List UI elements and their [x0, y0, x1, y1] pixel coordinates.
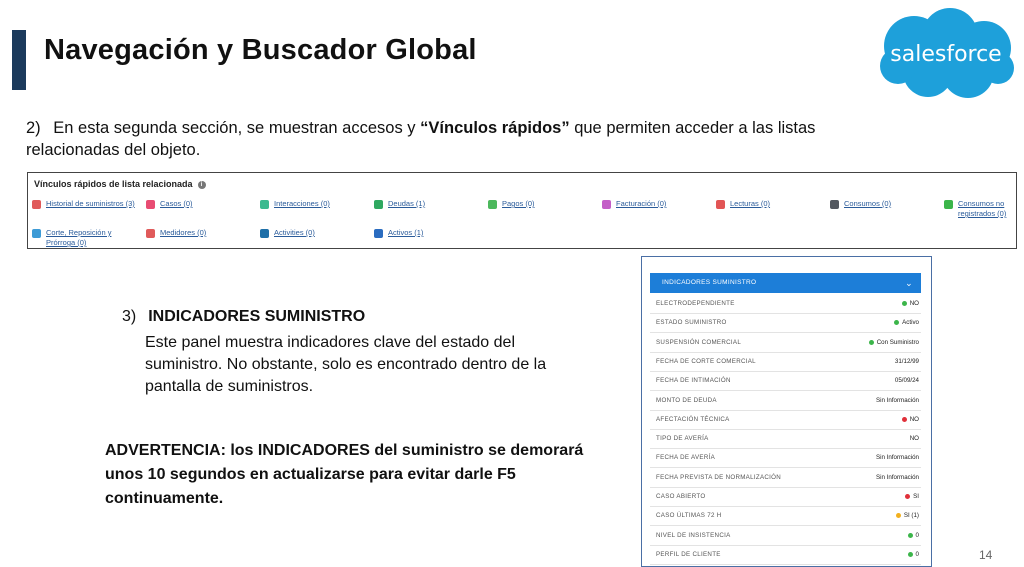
indicator-value — [876, 474, 919, 481]
warning-text: ADVERTENCIA: los INDICADORES del suministro se demorará unos 10 segundos en actualizarse para evitar darle F5 continuamente. — [105, 442, 584, 507]
interaction-icon — [260, 200, 269, 209]
asset-icon — [374, 229, 383, 238]
indicator-label: TIPO DE AVERÍA — [656, 435, 709, 443]
indicator-value-text: Sin Información — [876, 454, 919, 462]
indicator-value-text: Sin Información — [876, 473, 919, 481]
indicator-label: FECHA PREVISTA DE NORMALIZACIÓN — [656, 473, 782, 481]
status-dot-icon — [894, 320, 899, 325]
consumption-icon — [830, 200, 839, 209]
quick-link-pagos[interactable]: Pagos (0) — [488, 199, 598, 209]
indicator-row — [650, 430, 921, 449]
status-dot-icon — [908, 533, 913, 538]
section3-number: 3) — [122, 308, 137, 325]
indicator-value — [910, 435, 919, 442]
intro-bold: “Vínculos rápidos” — [420, 119, 570, 137]
status-dot-icon — [896, 513, 901, 518]
indicator-label: MONTO DE DEUDA — [656, 396, 717, 404]
indicator-value — [894, 319, 919, 326]
payment-icon — [488, 200, 497, 209]
indicator-value — [876, 397, 919, 404]
indicator-value-text: Con Suministro — [876, 338, 919, 346]
indicator-row — [650, 507, 921, 526]
list-icon — [32, 200, 41, 209]
indicator-row — [650, 449, 921, 468]
status-dot-icon — [902, 301, 907, 306]
status-dot-icon — [908, 552, 913, 557]
indicator-value-text: SI (1) — [903, 512, 919, 520]
unregistered-consumption-icon — [944, 200, 953, 209]
title-accent-bar — [12, 30, 26, 90]
indicator-row — [650, 372, 921, 391]
info-icon[interactable]: i — [198, 181, 206, 189]
indicator-label: SUSPENSIÓN COMERCIAL — [656, 338, 742, 346]
indicator-row — [650, 527, 921, 546]
indicator-value — [902, 416, 919, 423]
indicator-value — [896, 512, 919, 519]
indicator-row — [650, 546, 921, 565]
indicator-label: FECHA DE INTIMACIÓN — [656, 377, 731, 385]
indicator-value — [908, 551, 919, 558]
indicator-row — [650, 353, 921, 372]
case-icon — [146, 200, 155, 209]
indicator-row — [650, 295, 921, 314]
intro-text-after: que permiten acceder a las listas relacionadas del objeto. — [26, 119, 816, 159]
quick-link-deudas[interactable]: Deudas (1) — [374, 199, 484, 209]
indicator-label: CASO ABIERTO — [656, 493, 706, 500]
indicator-value-text: NO — [909, 435, 919, 443]
activity-icon — [260, 229, 269, 238]
indicator-value — [905, 493, 919, 500]
indicator-value-text: Sin Información — [876, 396, 919, 404]
indicators-header[interactable] — [650, 273, 921, 293]
indicator-row — [650, 488, 921, 507]
indicator-row — [650, 469, 921, 488]
indicator-row — [650, 392, 921, 411]
indicator-value-text: NO — [909, 300, 919, 307]
indicator-label: ELECTRODEPENDIENTE — [656, 300, 735, 307]
logo-text: salesforce — [890, 42, 1002, 67]
indicator-value-text: 31/12/99 — [894, 357, 919, 365]
indicator-label: AFECTACIÓN TÉCNICA — [656, 415, 730, 423]
indicator-value — [895, 377, 919, 384]
section3-heading-text: INDICADORES SUMINISTRO — [148, 308, 366, 325]
quick-link-facturacion[interactable]: Facturación (0) — [602, 199, 712, 209]
indicator-label: FECHA DE CORTE COMERCIAL — [656, 357, 756, 365]
quick-link-historial[interactable]: Historial de suministros (3) — [32, 199, 144, 209]
indicator-value-text: 0 — [915, 550, 919, 558]
indicator-label: FECHA DE AVERÍA — [656, 454, 716, 462]
indicator-label: ESTADO SUMINISTRO — [656, 319, 727, 327]
meter-icon — [146, 229, 155, 238]
quick-links-title — [34, 179, 206, 189]
indicator-value-text: SI — [913, 493, 919, 500]
indicators-panel — [641, 256, 932, 567]
intro-text-before: En esta segunda sección, se muestran accesos y — [53, 119, 416, 137]
quick-link-consumos[interactable]: Consumos (0) — [830, 199, 940, 209]
quick-link-interacciones[interactable]: Interacciones (0) — [260, 199, 370, 209]
quick-links-title-text: Vínculos rápidos de lista relacionada — [34, 179, 193, 189]
indicators-header-label: INDICADORES SUMINISTRO — [662, 279, 757, 286]
quick-link-consumos-no-registrados[interactable]: Consumos no registrados (0) — [944, 199, 1014, 219]
status-dot-icon — [902, 417, 907, 422]
indicator-label: PERFIL DE CLIENTE — [656, 550, 721, 558]
indicator-row — [650, 334, 921, 353]
cut-reconnection-icon — [32, 229, 41, 238]
indicator-value-text: NO — [909, 415, 919, 423]
intro-paragraph — [26, 117, 826, 161]
intro-number: 2) — [26, 119, 41, 137]
invoice-icon — [602, 200, 611, 209]
page-number: 14 — [979, 548, 993, 562]
reading-icon — [716, 200, 725, 209]
quick-link-lecturas[interactable]: Lecturas (0) — [716, 199, 826, 209]
slide-title: Navegación y Buscador Global — [44, 34, 477, 66]
status-dot-icon — [905, 494, 910, 499]
indicator-row — [650, 411, 921, 430]
indicator-label: CASO ÚLTIMAS 72 H — [656, 512, 722, 520]
quick-link-activos[interactable]: Activos (1) — [374, 228, 484, 238]
indicator-value — [895, 358, 919, 365]
debt-icon — [374, 200, 383, 209]
indicator-value — [876, 454, 919, 461]
indicator-value-text: 0 — [915, 531, 919, 539]
quick-link-medidores[interactable]: Medidores (0) — [146, 228, 256, 238]
quick-links-panel — [27, 172, 1017, 249]
indicator-row — [650, 314, 921, 333]
chevron-down-icon[interactable]: ⌄ — [905, 278, 913, 288]
section3-heading — [122, 308, 365, 326]
quick-link-activities[interactable]: Activities (0) — [260, 228, 370, 238]
indicator-value — [869, 339, 919, 346]
indicator-value-text: 05/09/24 — [894, 377, 919, 385]
quick-link-casos[interactable]: Casos (0) — [146, 199, 256, 209]
indicator-value-text: Activo — [902, 319, 919, 327]
indicator-value — [902, 300, 919, 307]
quick-link-corte[interactable]: Corte, Reposición y Prórroga (0) — [32, 228, 132, 248]
status-dot-icon — [869, 340, 874, 345]
section3-body: Este panel muestra indicadores clave del estado del suministro. No obstante, solo es encontrado dentro de la pantalla de suministros. — [145, 334, 547, 395]
indicator-value — [908, 532, 919, 539]
salesforce-logo — [876, 6, 1016, 102]
indicator-label: NIVEL DE INSISTENCIA — [656, 531, 731, 539]
